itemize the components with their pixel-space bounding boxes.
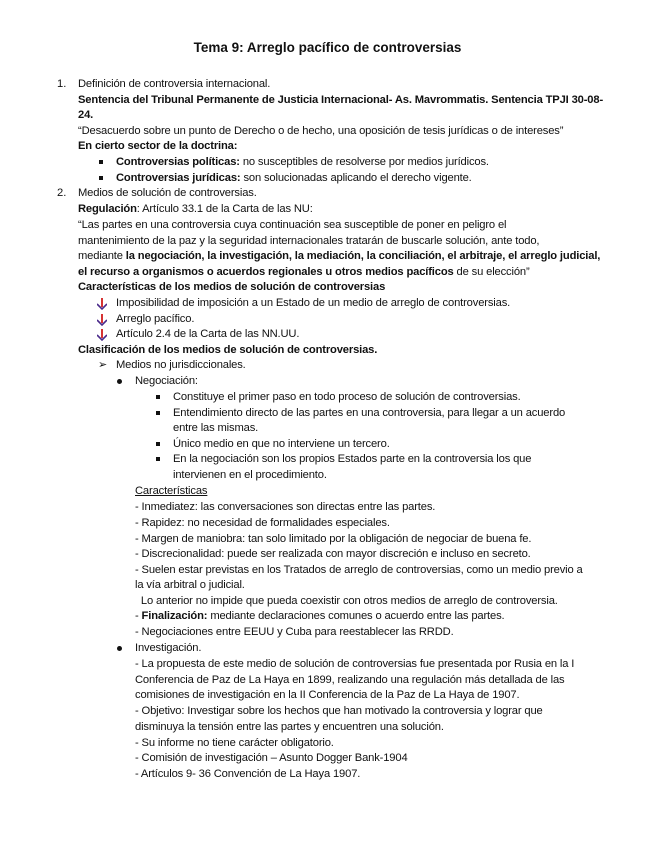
round-bullet-icon	[117, 379, 122, 384]
negociacion-item-continued: intervienen en el procedimiento.	[173, 469, 327, 481]
investigacion-heading: Investigación.	[135, 642, 202, 654]
document-title: Tema 9: Arreglo pacífico de controversias	[193, 40, 462, 55]
list-item-politicas	[116, 155, 489, 170]
section-1-heading: Definición de controversia internacional.	[78, 78, 271, 90]
investigacion-item: - Objetivo: Investigar sobre los hechos que han motivado la controversia y lograr que	[135, 705, 543, 717]
finalizacion-text: mediante declaraciones comunes o acuerdo entre las partes.	[207, 610, 505, 622]
negociacion-item: En la negociación son los propios Estados parte en la controversia los que	[173, 453, 532, 465]
regulacion-line	[78, 202, 313, 217]
clasificacion-heading: Clasificación de los medios de solución de controversias.	[78, 344, 378, 356]
negociacion-item: Entendimiento directo de las partes en una controversia, para llegar a un acuerdo	[173, 407, 566, 419]
quote-bold-text: el recurso a organismos o acuerdos regionales u otros medios pacíficos	[78, 266, 454, 278]
negociaciones-eeuu-cuba: - Negociaciones entre EEUU y Cuba para reestablecer las RRDD.	[135, 626, 454, 638]
square-bullet-icon	[156, 395, 160, 399]
section-2-number: 2.	[57, 187, 67, 199]
caracteristica-negociacion: - Rapidez: no necesidad de formalidades especiales.	[135, 517, 390, 529]
investigacion-item: - Artículos 9- 36 Convención de La Haya 1907.	[135, 768, 361, 780]
finalizacion-line	[135, 609, 504, 624]
sentencia-line-1: Sentencia del Tribunal Permanente de Justicia Internacional- As. Mavrommatis. Sentencia TPJI 30-08-	[78, 94, 604, 106]
investigacion-item: - Comisión de investigación – Asunto Dogger Bank-1904	[135, 752, 408, 764]
arrow-bullet-icon: ➢	[98, 359, 108, 371]
quote-text: de su elección”	[453, 266, 530, 278]
caracteristica-negociacion: - Suelen estar previstas en los Tratados de arreglo de controversias, como un medio previo a	[135, 564, 583, 576]
dash: -	[135, 610, 142, 622]
negociacion-heading: Negociación:	[135, 375, 198, 387]
square-bullet-icon	[156, 411, 160, 415]
regulacion-text: : Artículo 33.1 de la Carta de las NU:	[136, 203, 313, 215]
label-juridicas: Controversias jurídicas:	[116, 172, 241, 184]
finalizacion-label: Finalización:	[141, 610, 208, 622]
caracteristica-negociacion: - Margen de maniobra: tan solo limitado por la obligación de negociar de buena fe.	[135, 533, 532, 545]
investigacion-item: - Su informe no tiene carácter obligatorio.	[135, 737, 334, 749]
section-1-number: 1.	[57, 78, 67, 90]
article-quote-line-1: “Las partes en una controversia cuya continuación sea susceptible de poner en peligro el	[78, 219, 507, 231]
investigacion-item-continued: comisiones de investigación en la II Conferencia de la Paz de La Haya de 1907.	[135, 689, 520, 701]
regulacion-label: Regulación	[78, 203, 137, 215]
caracteristica-item: Imposibilidad de imposición a un Estado de un medio de arreglo de controversias.	[116, 297, 511, 309]
caracteristica-negociacion: - Inmediatez: las conversaciones son directas entre las partes.	[135, 501, 436, 513]
investigacion-item-continued: Conferencia de Paz de La Haya en 1899, realizando una regulación más detallada de las	[135, 674, 565, 686]
pushpin-icon	[97, 314, 107, 326]
list-item-juridicas	[116, 171, 472, 186]
square-bullet-icon	[156, 442, 160, 446]
label-politicas: Controversias políticas:	[116, 156, 240, 168]
caracteristica-negociacion-continued: la vía arbitral o judicial.	[135, 579, 245, 591]
caracteristicas-negociacion-heading: Características	[135, 485, 208, 497]
medios-no-jurisdiccionales: Medios no jurisdiccionales.	[116, 359, 246, 371]
negociacion-item-continued: entre las mismas.	[173, 422, 259, 434]
square-bullet-icon	[156, 457, 160, 461]
quote-bold-text: la negociación, la investigación, la mediación, la conciliación, el arbitraje, el arreglo judicial,	[125, 250, 601, 262]
text-juridicas: son solucionadas aplicando el derecho vigente.	[240, 172, 472, 184]
pushpin-icon	[97, 298, 107, 310]
definition-quote: “Desacuerdo sobre un punto de Derecho o de hecho, una oposición de tesis jurídicas o de intereses”	[78, 125, 564, 137]
square-bullet-icon	[99, 176, 103, 180]
quote-text: mediante	[78, 250, 126, 262]
sentencia-line-2: 24.	[78, 109, 94, 121]
investigacion-item: - La propuesta de este medio de solución de controversias fue presentada por Rusia en la I	[135, 658, 575, 670]
negociacion-item: Constituye el primer paso en todo proceso de solución de controversias.	[173, 391, 521, 403]
pushpin-icon	[97, 329, 107, 341]
caracteristica-item: Arreglo pacífico.	[116, 313, 195, 325]
round-bullet-icon	[117, 646, 122, 651]
square-bullet-icon	[99, 160, 103, 164]
article-quote-line-2: mantenimiento de la paz y la seguridad internacionales tratarán de buscarle solución, ante todo,	[78, 235, 540, 247]
caracteristica-negociacion: - Discrecionalidad: puede ser realizada con mayor discreción e incluso en secreto.	[135, 548, 531, 560]
doctrina-heading: En cierto sector de la doctrina:	[78, 140, 238, 152]
caracteristicas-heading: Características de los medios de solución de controversias	[78, 281, 386, 293]
text-politicas: no susceptibles de resolverse por medios jurídicos.	[239, 156, 489, 168]
negociacion-item: Único medio en que no interviene un tercero.	[173, 438, 390, 450]
section-2-heading: Medios de solución de controversias.	[78, 187, 257, 199]
article-quote-line-3	[78, 249, 600, 264]
caracteristica-item: Artículo 2.4 de la Carta de las NN.UU.	[116, 328, 300, 340]
investigacion-item-continued: disminuya la tensión entre las partes y encuentren una solución.	[135, 721, 444, 733]
caracteristica-negociacion-note: Lo anterior no impide que pueda coexistir con otros medios de arreglo de controversia.	[135, 595, 558, 607]
article-quote-line-4	[78, 265, 530, 280]
